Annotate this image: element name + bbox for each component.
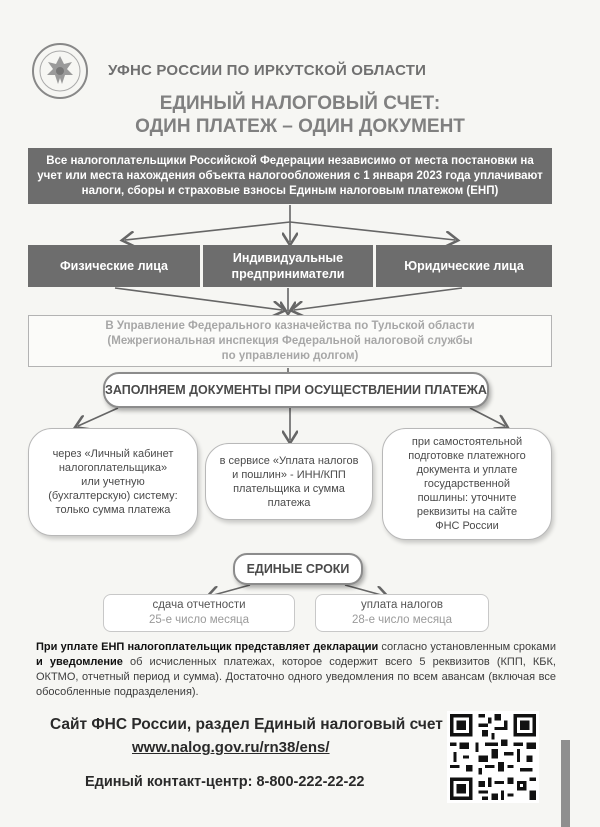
- option-cabinet-line: через «Личный кабинет: [52, 448, 174, 460]
- deadline-payment: [315, 594, 489, 632]
- contact-center: Единый контакт-центр: 8-800-222-22-22: [85, 774, 365, 790]
- option-service-line: в сервисе «Уплата налогов: [219, 454, 359, 467]
- option-service: [205, 443, 373, 520]
- paragraph-declarations: декларации: [313, 641, 379, 653]
- site-caption: Сайт ФНС России, раздел Единый налоговый счет: [50, 716, 443, 733]
- option-cabinet-line: налогоплательщика»: [58, 462, 168, 474]
- category-entrepreneurs: [203, 245, 373, 287]
- option-self-line: пошлины: уточните: [417, 492, 517, 504]
- deadline-payment-label: уплата налогов: [361, 599, 443, 611]
- paragraph-part2: согласно установленным сроками: [378, 641, 556, 653]
- treasury-line1: В Управление Федерального казначейства по Тульской области: [105, 319, 475, 332]
- option-cabinet-line: или учетную: [81, 476, 145, 488]
- deadlines-heading: ЕДИНЫЕ СРОКИ: [233, 553, 363, 585]
- category-individuals: [28, 245, 200, 287]
- banner-line2: учет или места нахождения объекта налогообложения с 1 января 2023 года уплачивают: [37, 169, 543, 182]
- deadline-reporting: [103, 594, 295, 632]
- option-self-line: при самостоятельной: [411, 436, 523, 448]
- option-cabinet: [28, 428, 198, 536]
- deadline-payment-day: 28-е число месяца: [351, 614, 453, 626]
- declaration-paragraph: [36, 640, 556, 700]
- option-self-line: документа и уплате: [416, 464, 518, 476]
- category-individuals-label: Физические лица: [59, 259, 169, 273]
- deadline-reporting-label: сдача отчетности: [152, 599, 246, 611]
- qr-code-icon[interactable]: [447, 711, 539, 803]
- option-service-line: платежа: [267, 496, 311, 509]
- category-legal-label: Юридические лица: [404, 259, 524, 273]
- option-service-line: и пошлин» - ИНН/КПП: [232, 468, 346, 481]
- option-cabinet-line: только сумма платежа: [55, 504, 171, 516]
- category-entrepreneurs-line2: предприниматели: [231, 267, 345, 281]
- banner-line1: Все налогоплательщики Российской Федерации независимо от места постановки на: [46, 154, 534, 167]
- treasury-line3: по управлению долгом): [221, 349, 359, 362]
- option-cabinet-line: (бухгалтерскую) систему:: [48, 490, 178, 502]
- ens-link[interactable]: www.nalog.gov.ru/rn38/ens/: [132, 739, 330, 756]
- scan-edge-bar: [561, 740, 570, 827]
- fill-docs-heading: ЗАПОЛНЯЕМ ДОКУМЕНТЫ ПРИ ОСУЩЕСТВЛЕНИИ ПЛАТЕЖА: [103, 372, 489, 408]
- treasury-line2: (Межрегиональная инспекция Федеральной налоговой службы: [107, 334, 473, 347]
- paragraph-notification: и уведомление: [36, 656, 123, 668]
- option-service-line: плательщика и сумма: [233, 482, 345, 495]
- paragraph-part1: При уплате ЕНП налогоплательщик представляет: [36, 641, 314, 653]
- treasury-box: [28, 315, 552, 367]
- category-legal: [376, 245, 552, 287]
- option-self: [382, 428, 552, 540]
- option-self-line: государственной: [424, 478, 510, 490]
- deadline-reporting-day: 25-е число месяца: [148, 614, 250, 626]
- page-title-line2: ОДИН ПЛАТЕЖ – ОДИН ДОКУМЕНТ: [135, 116, 465, 137]
- banner-line3: налоги, сборы и страховые взносы Единым налоговым платежом (ЕНП): [81, 184, 499, 197]
- page-title-line1: ЕДИНЫЙ НАЛОГОВЫЙ СЧЕТ:: [159, 93, 441, 114]
- paragraph-part3: об исчисленных платежах, которое содержит всего 5 реквизитов (КПП, КБК, ОКТМО, отчетный период и сумма). Достаточно одного уведомления по всем авансам (включая все обособленные подразделения).: [36, 656, 556, 698]
- org-name: УФНС РОССИИ ПО ИРКУТСКОЙ ОБЛАСТИ: [108, 62, 427, 79]
- category-entrepreneurs-line1: Индивидуальные: [232, 251, 344, 265]
- option-self-line: ФНС России: [435, 520, 499, 532]
- option-self-line: подготовке платежного: [408, 450, 526, 462]
- option-self-line: реквизиты на сайте: [416, 506, 518, 518]
